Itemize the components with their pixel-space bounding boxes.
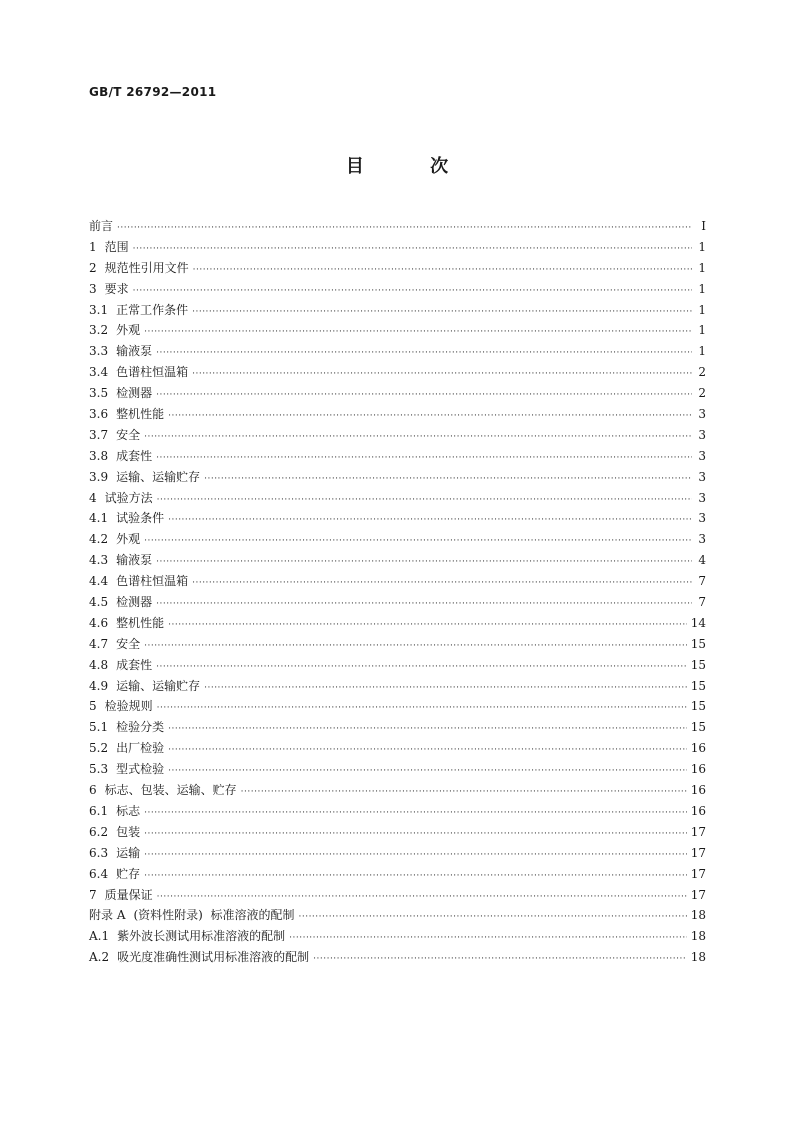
toc-leader-dots <box>157 887 687 908</box>
toc-entry-label: 贮存 <box>116 866 141 881</box>
toc-entry[interactable] <box>89 864 706 885</box>
toc-entry[interactable] <box>89 383 706 404</box>
toc-entry-label: 整机性能 <box>116 615 165 630</box>
toc-entry-number: 1 <box>89 239 97 254</box>
toc-leader-dots <box>156 343 692 364</box>
toc-entry[interactable] <box>89 613 706 634</box>
toc-entry-number: 3.9 <box>89 469 109 484</box>
toc-entry-number: 3 <box>89 281 97 296</box>
toc-entry-page: 3 <box>698 469 706 484</box>
toc-entry-page: 15 <box>690 657 706 672</box>
toc-entry-number: 4.2 <box>89 532 109 547</box>
toc-entry-page: 1 <box>698 302 706 317</box>
toc-entry-page: 17 <box>690 866 706 881</box>
toc-entry[interactable] <box>89 676 706 697</box>
toc-entry-number: 5.3 <box>89 762 109 777</box>
toc-entry[interactable] <box>89 341 706 362</box>
toc-entry[interactable] <box>89 655 706 676</box>
toc-entry-number: 4.5 <box>89 595 109 610</box>
toc-entry-label: 标志 <box>116 803 141 818</box>
toc-entry-page: 3 <box>698 511 706 526</box>
toc-entry[interactable] <box>89 634 706 655</box>
toc-entry-page: 17 <box>690 887 706 902</box>
toc-entry-label: 成套性 <box>116 657 153 672</box>
toc-entry-number: 4 <box>89 490 97 505</box>
toc-leader-dots <box>313 949 687 970</box>
toc-entry-number: 6.4 <box>89 866 109 881</box>
toc-entry[interactable] <box>89 488 706 509</box>
toc-entry-label: 紫外波长测试用标准溶液的配制 <box>117 929 286 944</box>
toc-entry[interactable] <box>89 885 706 906</box>
toc-entry-label: 运输、运输贮存 <box>116 678 201 693</box>
toc-entry-page: 1 <box>698 260 706 275</box>
toc-entry-number: 4.9 <box>89 678 109 693</box>
toc-entry-label: 外观 <box>116 532 141 547</box>
toc-entry-page: 14 <box>690 615 706 630</box>
toc-leader-dots <box>156 657 687 678</box>
toc-leader-dots <box>192 302 692 323</box>
toc-entry-label: 色谱柱恒温箱 <box>116 365 189 380</box>
toc-leader-dots <box>204 469 692 490</box>
toc-entry-label: 检验分类 <box>116 720 165 735</box>
toc-entry-page: Ⅰ <box>701 219 706 233</box>
toc-entry-page: 16 <box>690 783 706 798</box>
toc-entry-number: 6 <box>89 783 97 798</box>
toc-entry-number: 3.3 <box>89 344 109 359</box>
standard-code: GB/T 26792—2011 <box>89 85 217 99</box>
toc-entry[interactable] <box>89 780 706 801</box>
toc-entry-number: 3.2 <box>89 323 109 338</box>
toc-leader-dots <box>157 698 687 719</box>
toc-entry-label: 输液泵 <box>116 344 153 359</box>
toc-entry-page: 16 <box>690 803 706 818</box>
toc-entry-page: 16 <box>690 741 706 756</box>
toc-leader-dots <box>144 636 687 657</box>
toc-entry-number: 4.8 <box>89 657 109 672</box>
toc-entry-number: 3.1 <box>89 302 109 317</box>
toc-leader-dots <box>193 260 692 281</box>
toc-entry-label: 安全 <box>116 427 141 442</box>
toc-entry-label: 整机性能 <box>116 407 165 422</box>
toc-entry-page: 15 <box>690 720 706 735</box>
toc-entry[interactable] <box>89 279 706 300</box>
toc-entry[interactable] <box>89 508 706 529</box>
toc-entry-number: A.1 <box>89 929 110 944</box>
toc-entry[interactable] <box>89 237 706 258</box>
toc-entry[interactable] <box>89 404 706 425</box>
toc-leader-dots <box>144 845 687 866</box>
toc-entry-page: 18 <box>690 950 706 965</box>
toc-entry-label: 前言 <box>89 219 114 233</box>
toc-leader-dots <box>156 594 692 615</box>
toc-leader-dots <box>133 281 692 302</box>
toc-entry-label: 吸光度准确性测试用标准溶液的配制 <box>117 950 310 965</box>
toc-entry-number: 6.1 <box>89 803 109 818</box>
toc-leader-dots <box>289 928 687 949</box>
toc-entry-label: 规范性引用文件 <box>104 260 189 275</box>
toc-entry[interactable] <box>89 216 706 237</box>
toc-leader-dots <box>168 510 692 531</box>
toc-entry-number: 6.2 <box>89 824 109 839</box>
toc-entry-label: 运输 <box>116 845 141 860</box>
toc-entry-label: 检测器 <box>116 595 153 610</box>
toc-entry[interactable] <box>89 947 706 968</box>
toc-leader-dots <box>192 573 692 594</box>
toc-entry-label: 成套性 <box>116 448 153 463</box>
toc-entry[interactable] <box>89 529 706 550</box>
toc-entry-number: 4.3 <box>89 553 109 568</box>
toc-leader-dots <box>144 427 692 448</box>
toc-entry-page: 3 <box>698 448 706 463</box>
toc-leader-dots <box>144 322 692 343</box>
toc-entry-number: 附录 A <box>89 908 126 923</box>
toc-entry-label: 色谱柱恒温箱 <box>116 574 189 589</box>
toc-entry-page: 1 <box>698 281 706 296</box>
toc-entry-label: 出厂检验 <box>116 741 165 756</box>
toc-leader-dots <box>204 678 687 699</box>
toc-entry-page: 18 <box>690 929 706 944</box>
toc-entry-page: 7 <box>698 595 706 610</box>
toc-entry[interactable] <box>89 550 706 571</box>
toc-entry-number: 3.6 <box>89 407 109 422</box>
toc-entry-label: 输液泵 <box>116 553 153 568</box>
toc-leader-dots <box>168 740 687 761</box>
toc-leader-dots <box>156 552 692 573</box>
toc-entry-label: 型式检验 <box>116 762 165 777</box>
toc-entry-label: 要求 <box>104 281 129 296</box>
toc-entry[interactable] <box>89 425 706 446</box>
toc-entry-number: 4.4 <box>89 574 109 589</box>
table-of-contents <box>89 216 706 968</box>
toc-entry-number: 6.3 <box>89 845 109 860</box>
toc-entry-page: 4 <box>698 553 706 568</box>
toc-entry-number: 5.1 <box>89 720 109 735</box>
toc-leader-dots <box>117 218 692 239</box>
toc-leader-dots <box>241 782 687 803</box>
toc-leader-dots <box>156 385 692 406</box>
toc-entry-number: 3.8 <box>89 448 109 463</box>
toc-entry[interactable] <box>89 696 706 717</box>
toc-leader-dots <box>168 719 687 740</box>
toc-entry-number: 3.4 <box>89 365 109 380</box>
toc-entry-number: 3.7 <box>89 427 109 442</box>
toc-entry[interactable] <box>89 300 706 321</box>
toc-entry-number: 2 <box>89 260 97 275</box>
toc-entry-number: 7 <box>89 887 97 902</box>
toc-entry-page: 2 <box>698 365 706 380</box>
toc-entry-page: 15 <box>690 636 706 651</box>
toc-entry-label: 范围 <box>104 239 129 254</box>
toc-entry[interactable] <box>89 571 706 592</box>
toc-entry-label: 检验规则 <box>104 699 153 714</box>
toc-entry-label: 试验方法 <box>104 490 153 505</box>
toc-entry[interactable] <box>89 926 706 947</box>
toc-leader-dots <box>144 824 687 845</box>
toc-entry-label: 检测器 <box>116 386 153 401</box>
toc-leader-dots <box>133 239 692 260</box>
toc-entry-page: 16 <box>690 762 706 777</box>
toc-entry-page: 1 <box>698 323 706 338</box>
toc-entry-number: 5.2 <box>89 741 109 756</box>
toc-leader-dots <box>144 531 692 552</box>
toc-entry-label: 运输、运输贮存 <box>116 469 201 484</box>
toc-leader-dots <box>298 907 686 928</box>
toc-entry-page: 15 <box>690 699 706 714</box>
toc-leader-dots <box>144 866 687 887</box>
toc-entry[interactable] <box>89 738 706 759</box>
toc-entry-number: 3.5 <box>89 386 109 401</box>
toc-leader-dots <box>168 761 687 782</box>
toc-entry-label: 标志、包装、运输、贮存 <box>104 783 237 798</box>
page-title: 目 次 <box>345 156 479 177</box>
toc-entry-number: 5 <box>89 699 97 714</box>
toc-entry-label: 安全 <box>116 636 141 651</box>
toc-entry[interactable] <box>89 362 706 383</box>
toc-entry-label: 试验条件 <box>116 511 165 526</box>
toc-entry-page: 3 <box>698 532 706 547</box>
toc-entry-page: 1 <box>698 344 706 359</box>
toc-entry-page: 3 <box>698 407 706 422</box>
toc-entry-label: 外观 <box>116 323 141 338</box>
toc-entry-page: 3 <box>698 490 706 505</box>
toc-entry-page: 18 <box>690 908 706 923</box>
toc-entry-label: 包装 <box>116 824 141 839</box>
toc-entry[interactable] <box>89 258 706 279</box>
toc-entry[interactable] <box>89 320 706 341</box>
toc-leader-dots <box>192 364 692 385</box>
toc-entry-number: A.2 <box>89 950 110 965</box>
toc-entry-label: 质量保证 <box>104 887 153 902</box>
toc-entry-label: (资料性附录) 标准溶液的配制 <box>133 908 295 923</box>
toc-entry-page: 3 <box>698 427 706 442</box>
toc-leader-dots <box>157 490 692 511</box>
toc-entry-label: 正常工作条件 <box>116 302 189 317</box>
toc-entry[interactable] <box>89 905 706 926</box>
toc-entry-page: 17 <box>690 824 706 839</box>
toc-entry-page: 15 <box>690 678 706 693</box>
toc-entry-number: 4.1 <box>89 511 109 526</box>
toc-entry-page: 2 <box>698 386 706 401</box>
toc-entry-page: 1 <box>698 239 706 254</box>
toc-entry[interactable] <box>89 717 706 738</box>
toc-leader-dots <box>168 615 687 636</box>
toc-entry-number: 4.7 <box>89 636 109 651</box>
toc-leader-dots <box>156 448 692 469</box>
toc-entry[interactable] <box>89 592 706 613</box>
toc-entry[interactable] <box>89 801 706 822</box>
toc-entry-page: 17 <box>690 845 706 860</box>
toc-leader-dots <box>168 406 692 427</box>
toc-entry-page: 7 <box>698 574 706 589</box>
toc-entry[interactable] <box>89 843 706 864</box>
toc-entry[interactable] <box>89 467 706 488</box>
toc-entry[interactable] <box>89 759 706 780</box>
toc-entry[interactable] <box>89 822 706 843</box>
toc-leader-dots <box>144 803 687 824</box>
toc-entry[interactable] <box>89 446 706 467</box>
toc-entry-number: 4.6 <box>89 615 109 630</box>
